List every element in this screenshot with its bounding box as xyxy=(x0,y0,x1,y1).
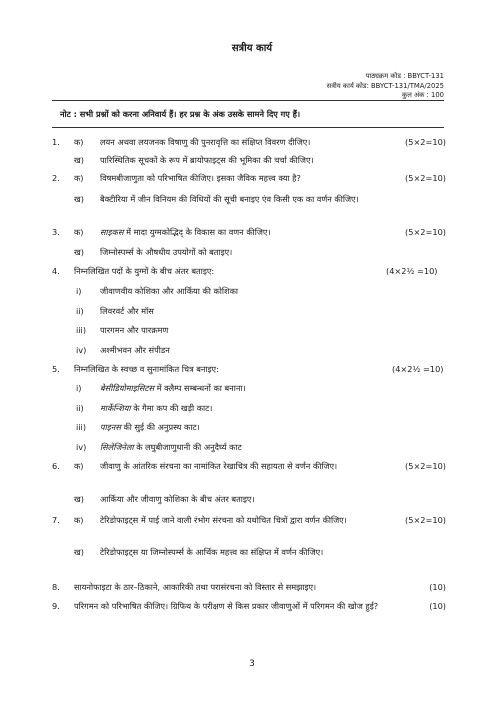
question-text: जीवाणु के आंतरिक संरचना का नामांकित रेखाचित्र की सहायता से वर्णन कीजिए। xyxy=(100,461,338,471)
question-text: के गैमा कप की खड़ी काट। xyxy=(130,403,213,413)
assignment-code: सत्रीय कार्य कोड: BBYCT-131/TMA/2025 xyxy=(326,82,444,90)
taxon-name: बेसीडियोमाइसिटस xyxy=(100,383,155,393)
sub-label: क) xyxy=(74,227,84,237)
question-text: लयन अथवा लयजनक विषाणु की पुनरावृत्ति का संक्षिप्त विवरण दीजिए। xyxy=(100,137,311,147)
question-text: लिवरवर्ट और मॉस xyxy=(100,306,154,316)
question-text: बैक्टीरिया में जीन विनियम की विधियों की सूची बनाइए एंव किसी एक का वर्णन कीजिए। xyxy=(100,194,359,204)
sub-label: क) xyxy=(74,137,84,147)
question-text: सायनोफाइटा के ठार–ठिकाने, आकारिकी तथा परासंरचना को विस्तार से समझाइए। xyxy=(74,582,317,592)
instructions-note: नोट : सभी प्रश्नों को करना अनिवार्य हैं। हर प्रश्न के अंक उसके सामने दिए गए हैं। xyxy=(60,109,301,119)
question-marks: (10) xyxy=(429,601,446,611)
page-title: सत्रीय कार्य xyxy=(231,43,273,54)
question-number: 5. xyxy=(52,364,60,374)
question-text: परिगमन को परिभाषित कीजिए। ग्रिफिथ के परीक्षण से किस प्रकार जीवाणुओं में परिगमन की खोज हुई? xyxy=(74,601,379,611)
question-number: 6. xyxy=(52,461,60,471)
question-text: निम्नलिखित पदों के युग्मों के बीच अंतर बताइए: xyxy=(74,266,215,276)
question-text: पारिस्थितिक सूचकों के रूप में ब्रायोफाइट्स की भूमिका की चर्चा कीजिए। xyxy=(100,155,314,165)
question-text: आर्किया और जीवाणु कोशिका के बीच अंतर बताइए। xyxy=(100,494,255,504)
question-number: 9. xyxy=(52,601,60,611)
sub-label: ख) xyxy=(74,194,84,204)
question-marks: (5×2=10) xyxy=(405,137,446,147)
question-number: 3. xyxy=(52,227,60,237)
question-number: 4. xyxy=(52,266,60,276)
question-marks: (5×2=10) xyxy=(405,515,446,525)
question-marks: (4×2½ =10) xyxy=(392,364,444,374)
question-marks: (10) xyxy=(429,582,446,592)
sub-label: क) xyxy=(74,515,84,525)
question-text: टेरिडोफाइट्स या जिम्नोस्पर्म्स के आर्थिक महत्त्व का संक्षिप्त में वर्णन कीजिए। xyxy=(100,547,324,557)
question-number: 1. xyxy=(52,137,60,147)
course-code: पाठ्यक्रम कोड : BBYCT-131 xyxy=(365,72,444,80)
taxon-name: मार्केन्शिया xyxy=(100,403,131,413)
sub-label: iii) xyxy=(76,325,87,335)
taxon-name: पाइनस xyxy=(100,422,121,432)
question-number: 8. xyxy=(52,582,60,592)
top-divider xyxy=(52,100,444,101)
question-number: 7. xyxy=(52,515,60,525)
question-text: पारगमन और पारक्रमण xyxy=(100,325,169,335)
sub-label: क) xyxy=(74,173,84,183)
sub-label: i) xyxy=(76,383,82,393)
question-text: की सुई की अनुप्रस्थ काट। xyxy=(120,422,200,432)
max-marks: कुल अंक : 100 xyxy=(402,91,444,99)
sub-label: ख) xyxy=(74,155,84,165)
question-text: में क्लैम्प सम्बन्धनों का बनाना। xyxy=(154,383,246,393)
sub-label: ख) xyxy=(74,494,84,504)
question-text: टेरिडोफाइट्स में पाई जाने वाली रंभोग संरचना को यथोचित चित्रों द्वारा वर्णन कीजिए। xyxy=(100,515,347,525)
question-number: 2. xyxy=(52,173,60,183)
question-marks: (5×2=10) xyxy=(405,461,446,471)
question-text: जिम्नोस्पर्म्स के औषधीय उपयोगों को बताइए। xyxy=(100,247,233,257)
taxon-name: साइकस xyxy=(100,227,124,237)
sub-label: ख) xyxy=(74,247,84,257)
sub-label: ii) xyxy=(76,306,84,316)
sub-label: ख) xyxy=(74,547,84,557)
question-marks: (5×2=10) xyxy=(405,227,446,237)
question-text: निम्नलिखित के स्वच्छ व सुनामांकित चित्र बनाइए: xyxy=(74,364,219,374)
sub-label: iii) xyxy=(76,422,87,432)
note-divider xyxy=(52,127,444,128)
taxon-name: सिलेजिनेला xyxy=(100,442,134,452)
page-number: 3 xyxy=(249,659,255,669)
question-text: अश्मीभवन और संपीडन xyxy=(100,345,170,355)
question-text: में मादा युग्मकोद्भिद् के विकास का वणन कीजिए। xyxy=(123,227,271,237)
sub-label: iv) xyxy=(76,345,87,355)
sub-label: ii) xyxy=(76,403,84,413)
question-marks: (4×2½ =10) xyxy=(386,266,438,276)
question-text: के लघुबीजाणुधानी की अनुदैर्घ्य काट xyxy=(133,442,242,452)
sub-label: i) xyxy=(76,286,82,296)
question-text: जीवाणवीय कोशिका और आर्किया की कोशिका xyxy=(100,286,239,296)
question-text: विषमबीजाणुता को परिभाषित कीजिए। इसका जैविक महत्त्व क्या है? xyxy=(100,173,301,183)
sub-label: iv) xyxy=(76,442,87,452)
sub-label: क) xyxy=(74,461,84,471)
question-marks: (5×2=10) xyxy=(405,173,446,183)
